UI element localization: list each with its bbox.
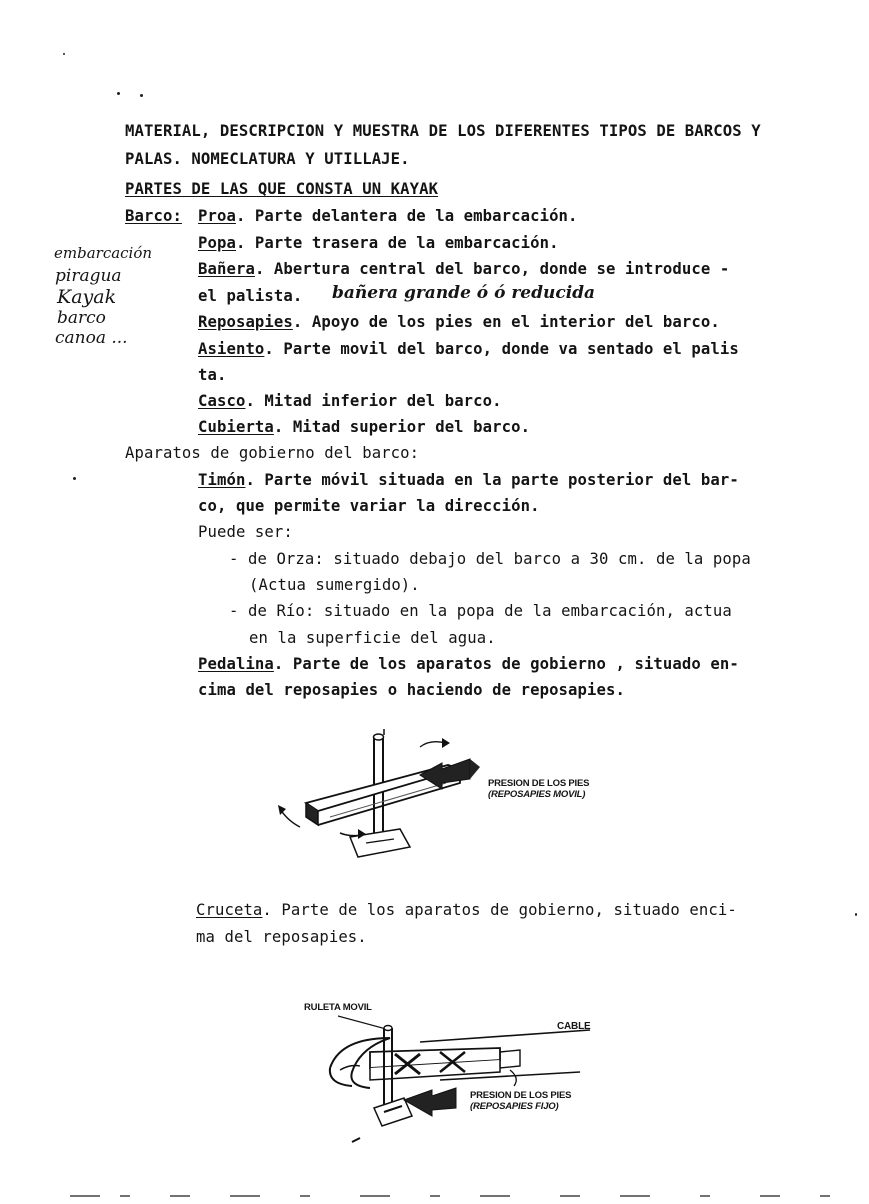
item-reposapies (198, 315, 720, 331)
item-popa (198, 236, 559, 252)
item-cruceta (196, 903, 737, 919)
title-line-1: MATERIAL, DESCRIPCION Y MUESTRA DE LOS DIFERENTES TIPOS DE BARCOS Y (125, 122, 761, 140)
item-cruceta-cont: ma del reposapies. (196, 928, 367, 946)
figure1-label-line2: (REPOSAPIES MOVIL) (488, 788, 586, 800)
term-asiento: Asiento (198, 340, 265, 358)
figure2-label-ruleta: RULETA MOVIL (304, 1002, 372, 1013)
desc-cubierta: . Mitad superior del barco. (273, 418, 531, 436)
figure2-label-line1: PRESION DE LOS PIES (470, 1090, 572, 1101)
figure1-label (488, 779, 589, 801)
desc-popa: . Parte trasera de la embarcación. (235, 234, 559, 252)
item-asiento-cont: ta. (198, 366, 227, 384)
handwritten-note-canoa: canoa ... (55, 328, 128, 348)
scan-speck (73, 477, 76, 480)
term-pedalina: Pedalina (198, 655, 274, 673)
item-cubierta (198, 420, 530, 436)
scan-speck (63, 53, 65, 55)
handwritten-note-kayak: Kayak (57, 286, 117, 308)
figure1-label-line1: PRESION DE LOS PIES (488, 778, 590, 789)
term-timon: Timón (198, 471, 246, 489)
scan-speck (855, 913, 857, 916)
handwritten-note-piragua: piragua (55, 266, 122, 286)
rio-line-1: - de Río: situado en la popa de la embarcación, actua (229, 602, 732, 620)
title-line-2: PALAS. NOMECLATURA Y UTILLAJE. (125, 150, 410, 168)
term-cubierta: Cubierta (198, 418, 274, 436)
term-banera: Bañera (198, 260, 255, 278)
desc-pedalina: . Parte de los aparatos de gobierno , situado en- (273, 655, 739, 673)
figure2-label-line2: (REPOSAPIES FIJO) (470, 1100, 559, 1112)
desc-casco: . Mitad inferior del barco. (245, 392, 502, 410)
desc-asiento: . Parte movil del barco, donde va sentado el palis (264, 340, 739, 358)
bottom-scan-artifact (60, 1192, 840, 1200)
scan-speck (140, 94, 143, 97)
desc-reposapies: . Apoyo de los pies en el interior del barco. (292, 313, 720, 331)
handwritten-note-embarcacion: embarcación (54, 244, 153, 262)
term-cruceta: Cruceta (196, 901, 263, 919)
figure2-label-cable: CABLE (557, 1021, 591, 1032)
item-proa (198, 209, 578, 225)
figure2-label (470, 1091, 571, 1113)
puede-ser-label: Puede ser: (198, 523, 293, 541)
desc-proa: . Parte delantera de la embarcación. (235, 207, 578, 225)
item-timon-cont: co, que permite variar la dirección. (198, 497, 540, 515)
item-casco (198, 394, 502, 410)
term-reposapies: Reposapies (198, 313, 293, 331)
desc-banera: . Abertura central del barco, donde se introduce - (254, 260, 730, 278)
orza-line-2: (Actua sumergido). (249, 576, 420, 594)
item-pedalina (198, 657, 739, 673)
barco-heading: Barco: (125, 207, 182, 225)
desc-timon: . Parte móvil situada en la parte posterior del bar- (245, 471, 739, 489)
term-casco: Casco (198, 392, 246, 410)
scan-speck (117, 92, 120, 95)
item-pedalina-cont: cima del reposapies o haciendo de reposapies. (198, 681, 625, 699)
item-timon (198, 473, 739, 489)
handwritten-note-banera: bañera grande ó ó reducida (332, 283, 596, 303)
item-banera-cont: el palista. (198, 287, 303, 305)
handwritten-note-barco: barco (57, 308, 106, 328)
orza-line-1: - de Orza: situado debajo del barco a 30 cm. de la popa (229, 550, 751, 568)
aparatos-heading: Aparatos de gobierno del barco: (125, 444, 420, 462)
desc-cruceta: . Parte de los aparatos de gobierno, situado enci- (262, 901, 737, 919)
item-banera (198, 262, 729, 278)
rio-line-2: en la superficie del agua. (249, 629, 496, 647)
term-popa: Popa (198, 234, 236, 252)
term-proa: Proa (198, 207, 236, 225)
section-heading-kayak: PARTES DE LAS QUE CONSTA UN KAYAK (125, 180, 439, 198)
item-asiento (198, 342, 739, 358)
